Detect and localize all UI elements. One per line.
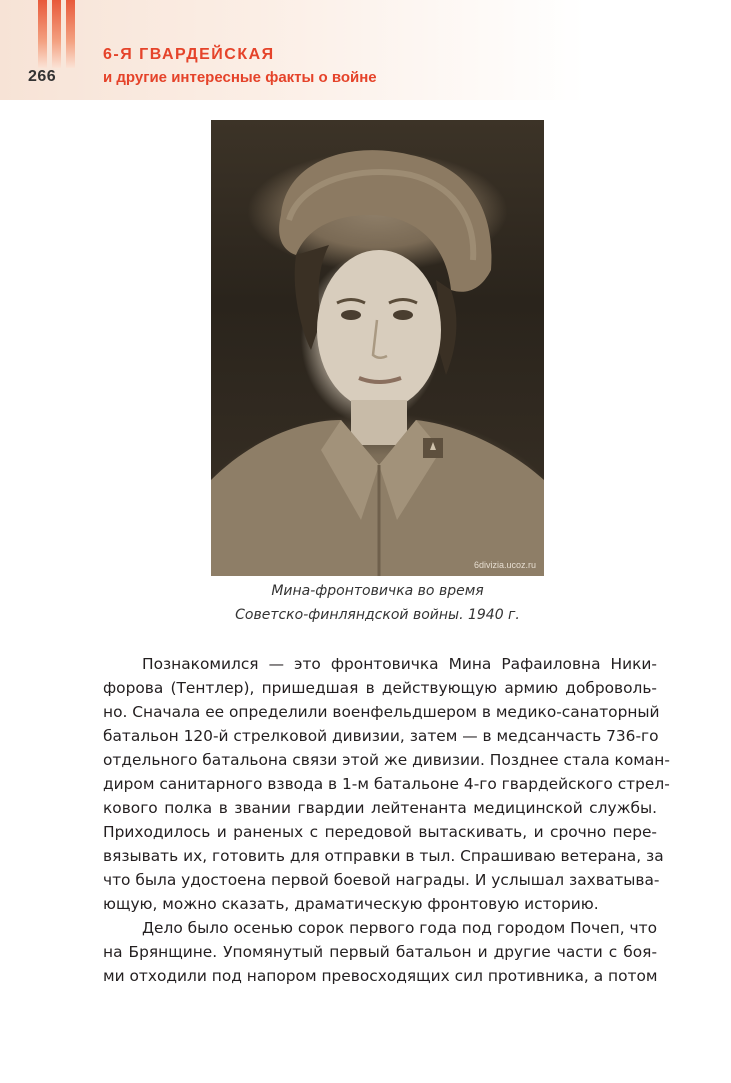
photo-watermark: 6divizia.ucoz.ru [473, 560, 536, 570]
body-text-line: отдельного батальона связи этой же дивизии. Позднее стала коман- [103, 751, 670, 769]
page-number: 266 [28, 68, 57, 85]
body-text-line: ющую, можно сказать, драматическую фронтовую историю. [103, 895, 599, 913]
body-text-line: но. Сначала ее определили военфельдшером в медико-санаторный [103, 703, 660, 721]
portrait-photo [211, 120, 544, 576]
portrait-illustration [211, 120, 544, 576]
body-text-line: что была удостоена первой боевой награды. И услышал захватыва- [103, 871, 660, 889]
decorative-stripe [66, 0, 75, 68]
body-text-line: диром санитарного взвода в 1-м батальоне 4-го гвардейского стрел- [103, 775, 670, 793]
body-text-line: ми отходили под напором превосходящих сил противника, а потом [103, 967, 658, 985]
photo-caption-line: Мина-фронтовичка во время [271, 583, 484, 599]
body-text-line: батальон 120-й стрелковой дивизии, затем — в медсанчасть 736-го [103, 727, 659, 745]
photo-caption-line: Советско-финляндской войны. 1940 г. [235, 607, 520, 623]
decorative-stripe [38, 0, 47, 68]
body-text-line: форова (Тентлер), пришедшая в действующую армию доброволь- [103, 679, 657, 697]
body-text-line: Дело было осенью сорок первого года под городом Почеп, что [142, 919, 657, 937]
running-title: 6-Я ГВАРДЕЙСКАЯ [103, 46, 275, 63]
body-text-line: Познакомился — это фронтовичка Мина Рафаиловна Ники- [142, 655, 657, 673]
body-text-line: Приходилось и раненых с передовой вытаскивать, и срочно пере- [103, 823, 657, 841]
body-text-line: кового полка в звании гвардии лейтенанта медицинской службы. [103, 799, 657, 817]
body-text-line: на Брянщине. Упомянутый первый батальон и другие части с боя- [103, 943, 657, 961]
body-text-line: вязывать их, готовить для отправки в тыл. Спрашиваю ветерана, за [103, 847, 664, 865]
decorative-stripe [52, 0, 61, 68]
running-subtitle: и другие интересные факты о войне [103, 69, 377, 86]
